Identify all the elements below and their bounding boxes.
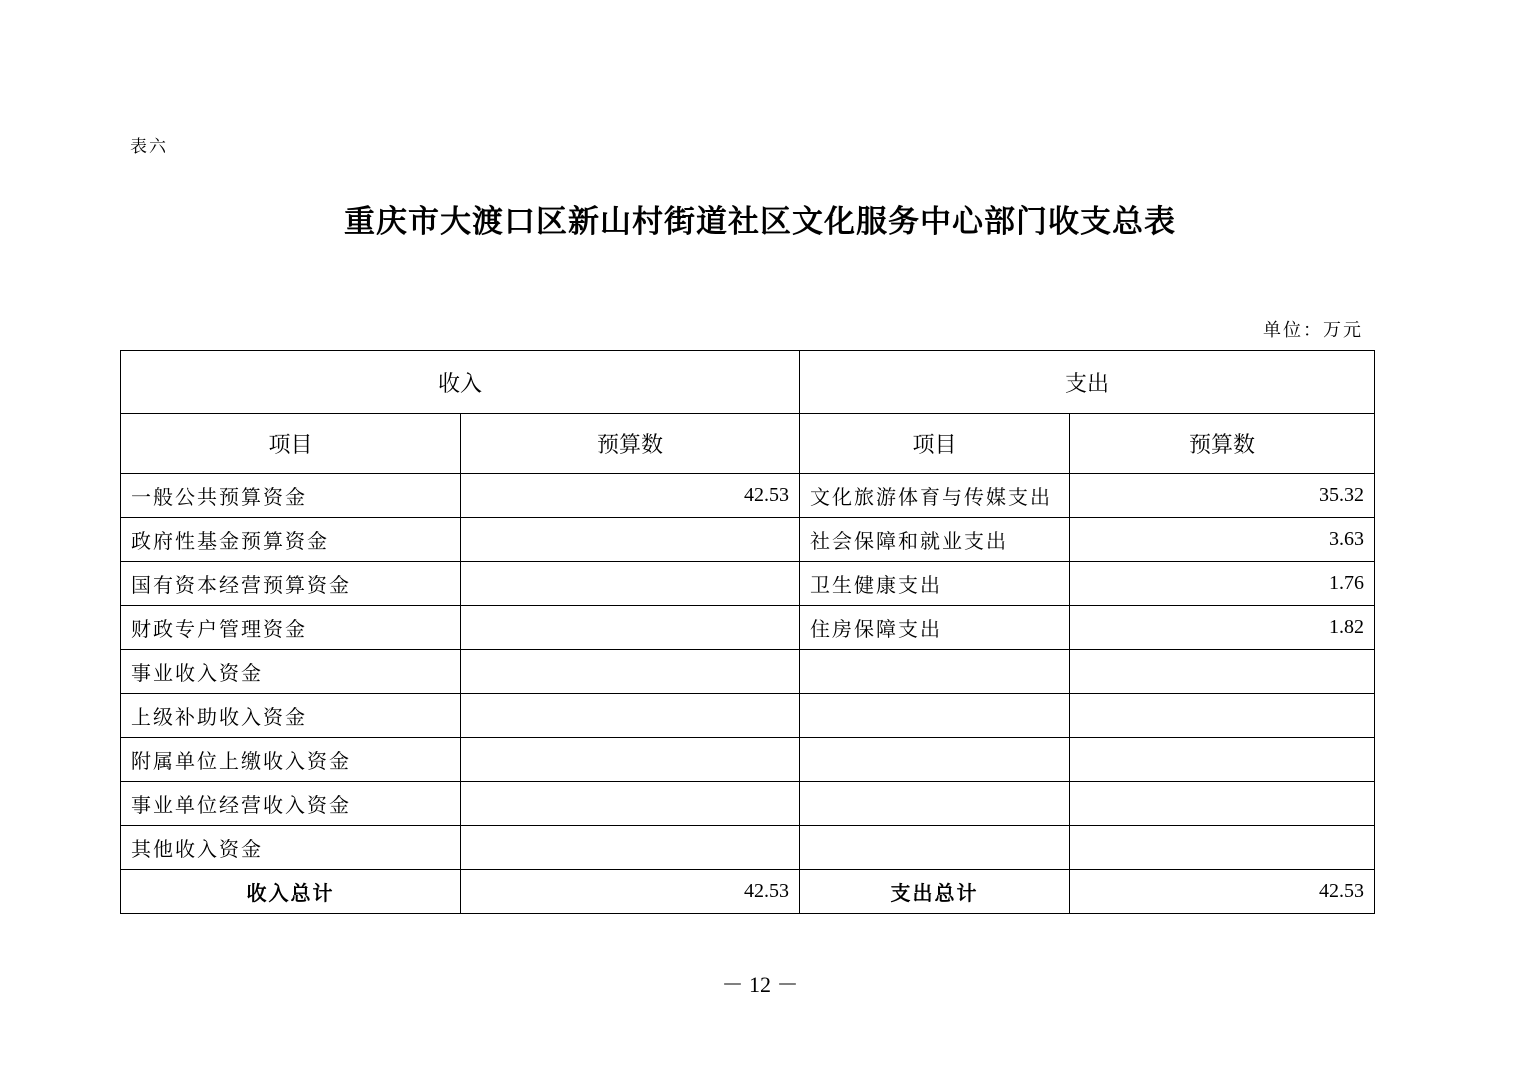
table-row — [121, 826, 1375, 870]
income-value-cell — [461, 782, 800, 826]
expense-value-cell — [1070, 826, 1375, 870]
expense-item-cell: 住房保障支出 — [800, 606, 1070, 650]
income-item-cell: 其他收入资金 — [121, 826, 461, 870]
table-row — [121, 562, 1375, 606]
table-row — [121, 694, 1375, 738]
income-item-cell: 政府性基金预算资金 — [121, 518, 461, 562]
income-item-cell: 国有资本经营预算资金 — [121, 562, 461, 606]
expense-total-label: 支出总计 — [800, 870, 1070, 914]
income-item-cell: 附属单位上缴收入资金 — [121, 738, 461, 782]
income-value-cell — [461, 562, 800, 606]
expense-value-cell — [1070, 782, 1375, 826]
expense-item-cell — [800, 738, 1070, 782]
income-item-cell: 一般公共预算资金 — [121, 474, 461, 518]
expense-item-cell — [800, 782, 1070, 826]
table-row — [121, 650, 1375, 694]
income-section-header: 收入 — [121, 351, 800, 414]
table-row — [121, 518, 1375, 562]
expense-item-header: 项目 — [800, 414, 1070, 474]
expense-budget-header: 预算数 — [1070, 414, 1375, 474]
income-item-cell: 上级补助收入资金 — [121, 694, 461, 738]
expense-value-cell: 1.76 — [1070, 562, 1375, 606]
expense-value-cell: 1.82 — [1070, 606, 1375, 650]
table-row — [121, 782, 1375, 826]
column-header-row — [121, 414, 1375, 474]
table-row — [121, 474, 1375, 518]
table-label: 表六 — [130, 137, 168, 157]
table-row — [121, 606, 1375, 650]
income-value-cell — [461, 518, 800, 562]
expense-value-cell — [1070, 738, 1375, 782]
unit-label: 单位：万元 — [1263, 320, 1363, 341]
expense-value-cell: 35.32 — [1070, 474, 1375, 518]
expense-total-value: 42.53 — [1070, 870, 1375, 914]
income-item-cell: 事业收入资金 — [121, 650, 461, 694]
expense-item-cell — [800, 826, 1070, 870]
expense-item-cell — [800, 650, 1070, 694]
expense-item-cell: 文化旅游体育与传媒支出 — [800, 474, 1070, 518]
expense-value-cell — [1070, 650, 1375, 694]
page-number: － 12 － — [721, 972, 799, 997]
table-row — [121, 738, 1375, 782]
budget-table — [120, 350, 1375, 914]
income-value-cell — [461, 694, 800, 738]
expense-value-cell — [1070, 694, 1375, 738]
expense-section-header: 支出 — [800, 351, 1375, 414]
income-item-header: 项目 — [121, 414, 461, 474]
income-budget-header: 预算数 — [461, 414, 800, 474]
income-value-cell — [461, 606, 800, 650]
income-value-cell — [461, 650, 800, 694]
expense-item-cell — [800, 694, 1070, 738]
page-title: 重庆市大渡口区新山村街道社区文化服务中心部门收支总表 — [344, 204, 1176, 240]
income-item-cell: 财政专户管理资金 — [121, 606, 461, 650]
income-value-cell — [461, 826, 800, 870]
expense-item-cell: 卫生健康支出 — [800, 562, 1070, 606]
income-item-cell: 事业单位经营收入资金 — [121, 782, 461, 826]
income-value-cell: 42.53 — [461, 474, 800, 518]
expense-item-cell: 社会保障和就业支出 — [800, 518, 1070, 562]
income-total-label: 收入总计 — [121, 870, 461, 914]
income-total-value: 42.53 — [461, 870, 800, 914]
expense-value-cell: 3.63 — [1070, 518, 1375, 562]
section-header-row — [121, 351, 1375, 414]
total-row — [121, 870, 1375, 914]
income-value-cell — [461, 738, 800, 782]
